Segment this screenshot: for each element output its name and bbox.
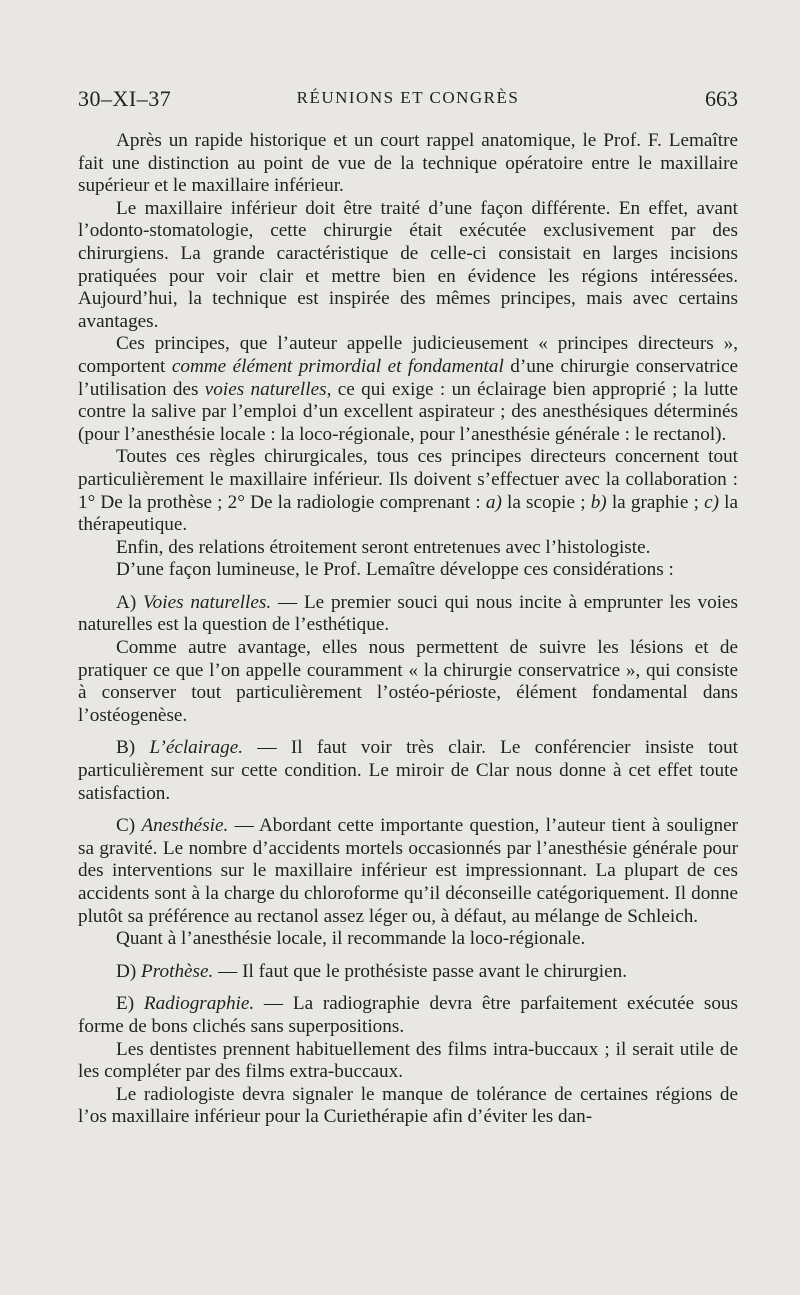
paragraph-6: D’une façon lumineuse, le Prof. Lemaître développe ces considérations : (116, 559, 674, 581)
running-header (78, 86, 738, 116)
header-date: 30–XI–37 (78, 86, 172, 111)
paragraph-2: Le maxillaire inférieur doit être traité d’une façon différente. En effet, avant l’odonto-stomatologie, cette chirurgie était exécutée exclusivement par des chirurgiens. La grande caractéristique de celle-ci consistait en larges incisions pratiquées pour voir clair et mettre bien en évidence les régions intéressées. Aujourd’hui, la technique est inspirée des mêmes principes, mais avec certains avantages. (78, 197, 738, 332)
paragraph-1: Après un rapide historique et un court rappel anatomique, le Prof. F. Lemaître fait une distinction au point de vue de la technique opératoire entre le maxillaire supérieur et le maxillaire inférieur. (78, 130, 738, 197)
section-a-heading: Voies naturelles. (143, 591, 272, 613)
body-text (78, 130, 738, 1129)
section-a-paragraph: A) Voies naturelles. — Le premier souci qui nous incite à emprunter les voies naturelles est la question de l’esthétique. (78, 591, 739, 636)
section-d-heading: Prothèse. (141, 960, 214, 982)
paragraph-8: Comme autre avantage, elles nous permettent de suivre les lésions et de pratiquer ce que l’on appelle couramment « la chirurgie conservatrice », qui consiste à conserver tout particulièrement l’ostéo-périoste, élément fondamental dans l’ostéogenèse. (78, 637, 738, 726)
section-e-heading: Radiographie. (143, 993, 255, 1015)
header-section-title: RÉUNIONS ET CONGRÈS (296, 88, 520, 107)
paragraph-11: Quant à l’anesthésie locale, il recommande la loco-régionale. (116, 928, 586, 950)
section-c-heading: Anesthésie. (141, 815, 229, 837)
paragraph-5: Enfin, des relations étroitement seront entretenues avec l’histologiste. (116, 536, 651, 558)
paragraph-4: Toutes ces règles chirurgicales, tous ces principes directeurs concernent tout particulièrement le maxillaire inférieur. Ils doivent s’effectuer avec la collaboration : 1° De la prothèse ; 2° De la radiologie comprenant : a) la scopie ; b) la graphie ; c) la thérapeutique. (78, 446, 738, 536)
paragraph-14: Les dentistes prennent habituellement des films intra-buccaux ; il serait utile de les compléter par des films extra-buccaux. (78, 1038, 738, 1083)
section-c-paragraph: C) Anesthésie. — Abordant cette importante question, l’auteur tient à souligner sa gravité. Le nombre d’accidents mortels occasionnés par l’anesthésie générale pour des interventions sur le maxillaire inférieur est impressionnant. La plupart de ces accidents sont à la charge du chloroforme qu’il déconseille catégoriquement. Il donne plutôt sa préférence au rectanol assez léger ou, à défaut, au mélange de Schleich. (78, 815, 739, 927)
paragraph-3: Ces principes, que l’auteur appelle judicieusement « principes directeurs », comportent comme élément primordial et fondamental d’une chirurgie conservatrice l’utilisation des voies naturelles, ce qui exige : un éclairage bien approprié ; la lutte contre la salive par l’emploi d’un excellent aspirateur ; des anesthésiques déterminés (pour l’anesthésie locale : la loco-régionale, pour l’anesthésie générale : le rectanol). (78, 333, 738, 445)
page-number: 663 (705, 86, 738, 111)
section-d-paragraph: D) Prothèse. — Il faut que le prothésiste passe avant le chirurgien. (116, 960, 627, 982)
section-b-paragraph: B) L’éclairage. — Il faut voir très clair. Le conférencier insiste tout particulièrement sur cette condition. Le miroir de Clar nous donne à cet effet toute satisfaction. (78, 737, 738, 804)
section-e-paragraph: E) Radiographie. — La radiographie devra être parfaitement exécutée sous forme de bons clichés sans superpositions. (78, 993, 738, 1037)
section-b-heading: L’éclairage. (149, 737, 244, 759)
paragraph-15: Le radiologiste devra signaler le manque de tolérance de certaines régions de l’os maxillaire inférieur pour la Curiethérapie afin d’éviter les dan- (78, 1083, 738, 1128)
